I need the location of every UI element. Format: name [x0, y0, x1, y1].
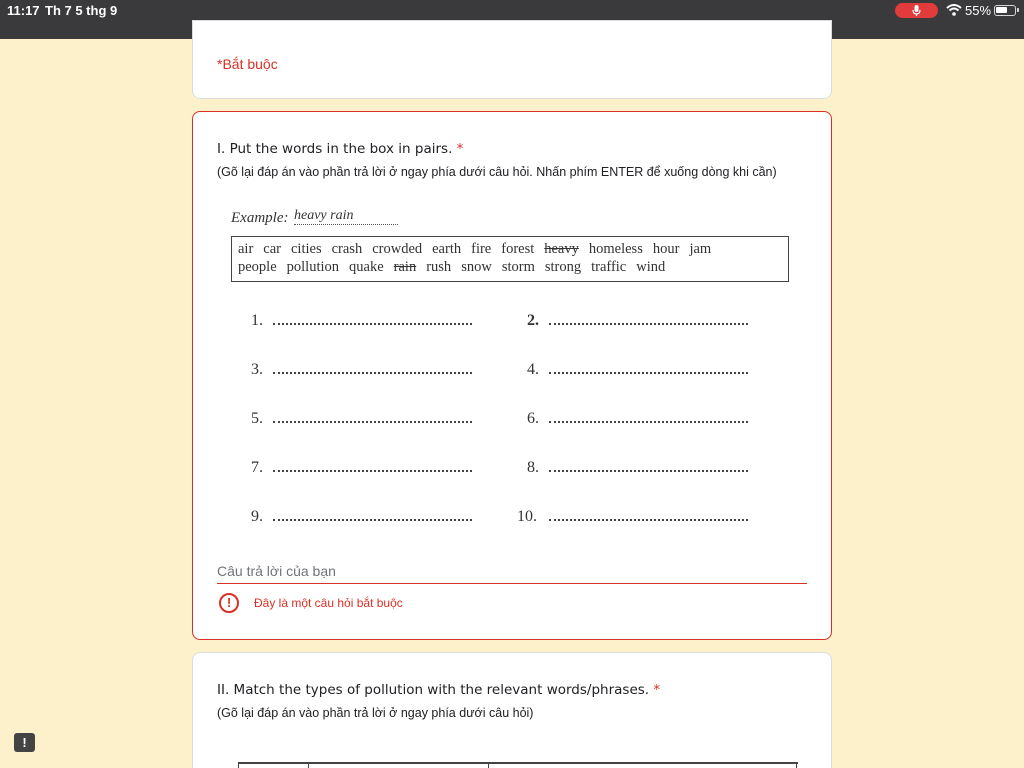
word-row-2 — [238, 259, 784, 276]
word-cities: cities — [291, 241, 322, 257]
word-earth: earth — [432, 241, 462, 257]
blank-1 — [251, 311, 472, 330]
example-answer: heavy rain — [294, 208, 398, 225]
blank-7 — [251, 458, 472, 477]
example-label: Example: — [231, 210, 289, 226]
feedback-icon[interactable]: ! — [14, 733, 35, 752]
blank-9 — [251, 507, 472, 526]
mic-icon — [912, 5, 921, 16]
blank-dots — [549, 458, 748, 472]
word-storm: storm — [501, 259, 535, 275]
blank-dots — [273, 311, 472, 325]
question-help: (Gõ lại đáp án vào phần trả lời ở ngay phía dưới câu hỏi) — [217, 706, 534, 720]
blank-8 — [527, 458, 748, 477]
blank-dots — [549, 360, 748, 374]
word-box — [231, 236, 789, 282]
answer-input[interactable] — [217, 559, 807, 584]
question-title — [217, 141, 463, 157]
blank-number: 2. — [527, 312, 539, 329]
word-fire: fire — [471, 241, 492, 257]
word-strong: strong — [544, 259, 582, 275]
blank-dots — [549, 311, 748, 325]
blank-number: 1. — [251, 312, 263, 329]
blank-number: 8. — [527, 459, 539, 476]
blank-dots — [273, 458, 472, 472]
question-card-2 — [192, 652, 832, 768]
word-jam: jam — [689, 241, 712, 257]
status-time: 11:17 — [7, 3, 40, 18]
blank-number: 7. — [251, 459, 263, 476]
mic-indicator — [895, 3, 938, 18]
word-row-1 — [238, 241, 784, 258]
blank-6 — [527, 409, 748, 428]
blank-dots — [549, 507, 748, 521]
required-note: *Bắt buộc — [217, 56, 278, 72]
blank-4 — [527, 360, 748, 379]
error-text: Đây là một câu hỏi bắt buộc — [254, 596, 403, 610]
blank-2 — [527, 311, 748, 330]
blank-dots — [549, 409, 748, 423]
word-homeless: homeless — [588, 241, 643, 257]
word-wind: wind — [636, 259, 666, 275]
word-heavy: heavy — [544, 241, 579, 257]
word-car: car — [263, 241, 281, 257]
blank-10 — [517, 507, 748, 526]
required-star: * — [456, 141, 464, 157]
question-title — [217, 682, 660, 698]
question-help: (Gõ lại đáp án vào phần trả lời ở ngay phía dưới câu hỏi. Nhấn phím ENTER để xuống dòng khi cần) — [217, 165, 777, 179]
match-table — [238, 762, 798, 768]
word-crowded: crowded — [372, 241, 423, 257]
word-rain: rain — [393, 259, 417, 275]
word-quake: quake — [349, 259, 384, 275]
status-date: Th 7 5 thg 9 — [45, 3, 118, 18]
word-hour: hour — [652, 241, 680, 257]
worksheet-image — [217, 204, 797, 534]
blank-number: 4. — [527, 361, 539, 378]
blank-number: 5. — [251, 410, 263, 427]
battery-percent: 55% — [965, 3, 992, 18]
wifi-icon — [946, 4, 962, 16]
blank-number: 9. — [251, 508, 263, 525]
blank-5 — [251, 409, 472, 428]
word-pollution: pollution — [286, 259, 340, 275]
word-snow: snow — [461, 259, 492, 275]
blank-dots — [273, 360, 472, 374]
word-air: air — [238, 241, 254, 257]
question-card-1 — [192, 111, 832, 640]
word-rush: rush — [426, 259, 452, 275]
question-title-text: II. Match the types of pollution with the relevant words/phrases. — [217, 682, 650, 698]
blank-number: 10. — [517, 508, 537, 525]
blank-number: 3. — [251, 361, 263, 378]
word-crash: crash — [331, 241, 363, 257]
question-title-text: I. Put the words in the box in pairs. — [217, 141, 453, 157]
battery-icon — [994, 5, 1016, 16]
blank-dots — [273, 507, 472, 521]
word-people: people — [238, 259, 277, 275]
blank-dots — [273, 409, 472, 423]
blank-3 — [251, 360, 472, 379]
form-header-card — [192, 20, 832, 99]
required-star: * — [653, 682, 661, 698]
word-traffic: traffic — [591, 259, 627, 275]
error-icon: ! — [219, 593, 239, 613]
word-forest: forest — [501, 241, 535, 257]
blank-number: 6. — [527, 410, 539, 427]
